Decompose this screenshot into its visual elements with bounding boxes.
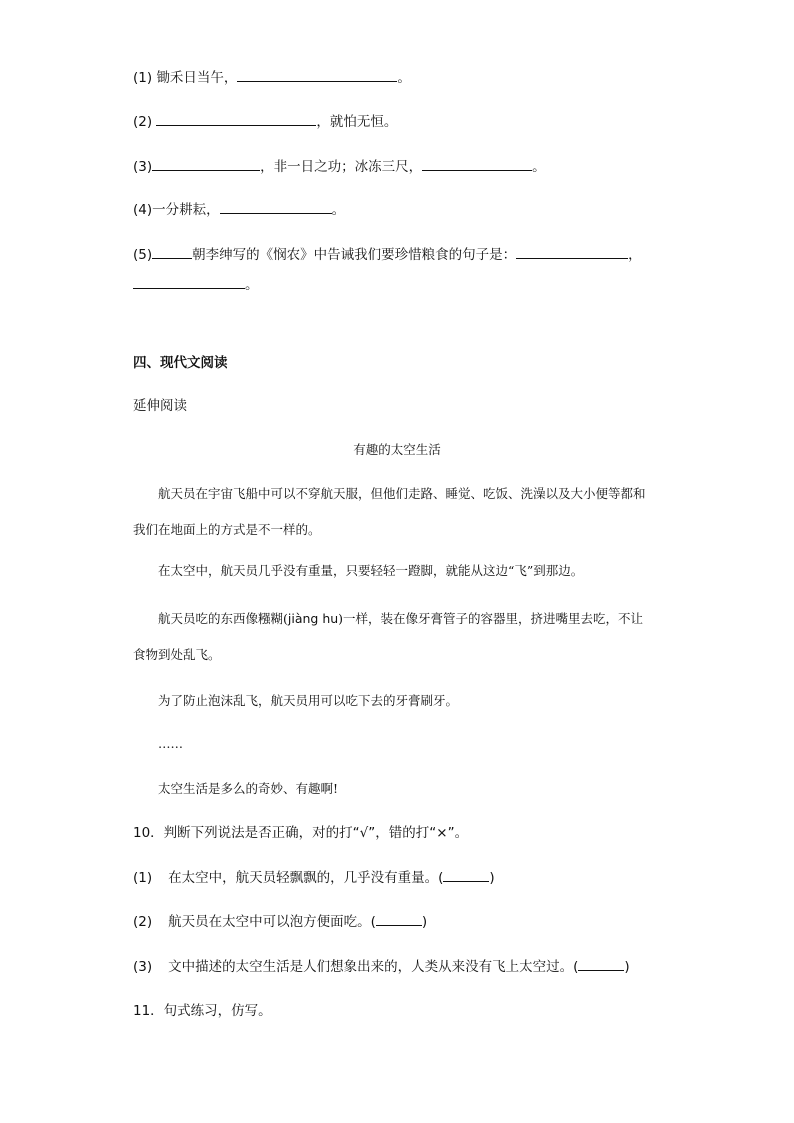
question-2: (2) ，就怕无恒。 xyxy=(133,114,398,130)
question-3: (3) ，非一日之功；冰冻三尺， 。 xyxy=(133,159,546,175)
question-10-item: (3) 文中描述的太空生活是人们想象出来的，人类从来没有飞上太空过。( ) xyxy=(133,959,630,975)
question-10-stem: 10．判断下列说法是否正确，对的打“√”，错的打“×”。 xyxy=(133,825,469,841)
article-paragraph: 为了防止泡沫乱飞，航天员用可以吃下去的牙膏刷牙。 xyxy=(158,693,459,708)
article-paragraph: …… xyxy=(158,736,183,751)
answer-blank[interactable] xyxy=(152,158,260,171)
question-5: (5) 朝李绅写的《悯农》中告诫我们要珍惜粮食的句子是： ， xyxy=(133,247,642,263)
answer-blank[interactable] xyxy=(443,869,489,882)
answer-blank[interactable] xyxy=(237,69,397,82)
article-title: 有趣的太空生活 xyxy=(353,442,441,457)
article-paragraph: 航天员吃的东西像糨糊(jiàng hu)一样，装在像牙膏管子的容器里，挤进嘴里去吃，不让食物到处乱飞。 xyxy=(133,611,644,662)
answer-blank[interactable] xyxy=(376,913,422,926)
section-subheading: 延伸阅读 xyxy=(133,398,187,414)
article-paragraph: 航天员在宇宙飞船中可以不穿航天服，但他们走路、睡觉、吃饭、洗澡以及大小便等都和我们在地面上的方式是不一样的。 xyxy=(133,486,646,537)
answer-blank[interactable] xyxy=(516,246,628,259)
question-1: (1) 锄禾日当午， 。 xyxy=(133,70,411,86)
article-paragraph: 在太空中，航天员几乎没有重量，只要轻轻一蹬脚，就能从这边“飞”到那边。 xyxy=(158,563,584,578)
question-5-continued: 。 xyxy=(133,276,259,294)
section-heading: 四、现代文阅读 xyxy=(133,355,228,371)
answer-blank[interactable] xyxy=(156,113,316,126)
question-4: (4)一分耕耘， 。 xyxy=(133,202,346,218)
question-10-item: (1) 在太空中，航天员轻飘飘的，几乎没有重量。( ) xyxy=(133,870,495,886)
answer-blank[interactable] xyxy=(578,958,624,971)
answer-blank[interactable] xyxy=(220,201,332,214)
answer-blank[interactable] xyxy=(133,276,245,289)
article-paragraph: 太空生活是多么的奇妙、有趣啊! xyxy=(158,781,339,796)
answer-blank[interactable] xyxy=(152,246,192,259)
question-10-item: (2) 航天员在太空中可以泡方便面吃。( ) xyxy=(133,914,428,930)
answer-blank[interactable] xyxy=(422,158,532,171)
question-11-stem: 11．句式练习，仿写。 xyxy=(133,1003,272,1019)
pinyin: jiàng hu xyxy=(287,611,339,626)
